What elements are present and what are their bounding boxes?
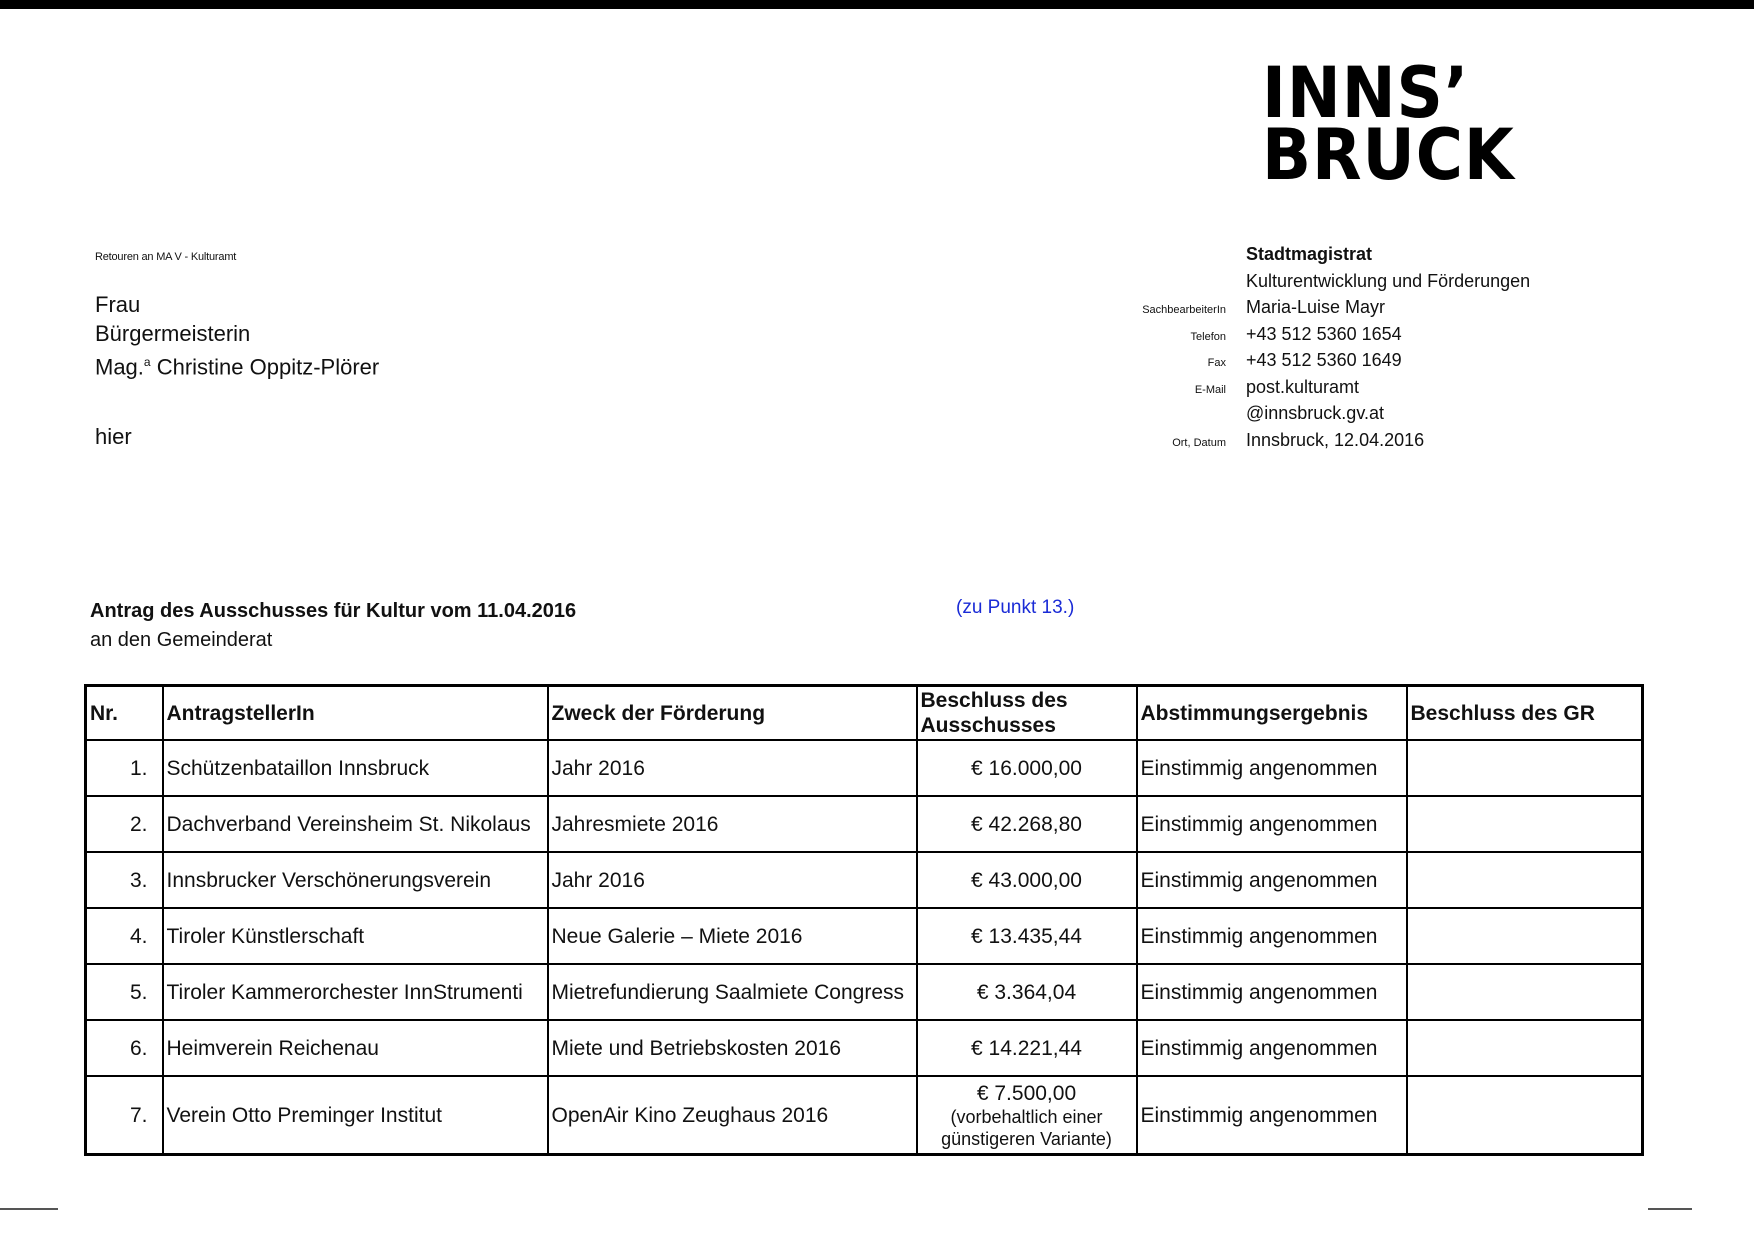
cell-gr <box>1407 740 1643 796</box>
logo-line-1: INNS’ <box>1262 52 1470 134</box>
header-applicant: AntragstellerIn <box>163 686 548 741</box>
office-contact-row <box>1050 377 1650 404</box>
table-row <box>86 964 1643 1020</box>
office-contact-row <box>1050 403 1650 430</box>
table-row <box>86 1076 1643 1155</box>
office-contact-row <box>1050 324 1650 351</box>
office-label: E-Mail <box>1194 383 1226 396</box>
return-address-note: Retouren an MA V - Kulturamt <box>95 251 237 263</box>
office-contact-row <box>1050 297 1650 324</box>
cell-amount: € 42.268,80 <box>917 796 1137 852</box>
recipient-address <box>95 290 379 381</box>
header-gr: Beschluss des GR <box>1407 686 1643 741</box>
cell-vote: Einstimmig angenommen <box>1137 1076 1407 1155</box>
funding-table <box>84 684 1644 1156</box>
cell-applicant: Tiroler Kammerorchester InnStrumenti <box>163 964 548 1020</box>
cell-applicant: Verein Otto Preminger Institut <box>163 1076 548 1155</box>
cell-nr: 5. <box>86 964 163 1020</box>
amount-note: (vorbehaltlich einer günstigeren Variante) <box>941 1106 1112 1149</box>
cell-amount: € 43.000,00 <box>917 852 1137 908</box>
cell-gr <box>1407 852 1643 908</box>
table-row <box>86 796 1643 852</box>
header-decision: Beschluss des Ausschusses <box>917 686 1137 741</box>
recipient-title: Bürgermeisterin <box>95 321 251 346</box>
office-value: @innsbruck.gv.at <box>1246 403 1384 423</box>
cell-vote: Einstimmig angenommen <box>1137 796 1407 852</box>
cell-applicant: Innsbrucker Verschönerungsverein <box>163 852 548 908</box>
cell-vote: Einstimmig angenommen <box>1137 1020 1407 1076</box>
cell-nr: 7. <box>86 1076 163 1155</box>
cell-gr <box>1407 1076 1643 1155</box>
scan-top-edge <box>0 0 1754 9</box>
table-header-row <box>86 686 1643 741</box>
office-label: Ort, Datum <box>1172 436 1226 449</box>
cell-purpose: Mietrefundierung Saalmiete Congress <box>548 964 917 1020</box>
fold-mark-left <box>0 1208 58 1210</box>
office-name: Stadtmagistrat <box>1246 244 1373 264</box>
cell-applicant: Schützenbataillon Innsbruck <box>163 740 548 796</box>
header-nr: Nr. <box>86 686 163 741</box>
recipient-location: hier <box>95 424 132 449</box>
office-value: Maria-Luise Mayr <box>1246 297 1386 317</box>
recipient-salutation: Frau <box>95 292 141 317</box>
header-vote: Abstimmungsergebnis <box>1137 686 1407 741</box>
cell-vote: Einstimmig angenommen <box>1137 852 1407 908</box>
table-row <box>86 908 1643 964</box>
cell-vote: Einstimmig angenommen <box>1137 740 1407 796</box>
table-row <box>86 740 1643 796</box>
office-label: Telefon <box>1190 330 1226 343</box>
office-value: +43 512 5360 1649 <box>1246 350 1402 370</box>
office-info-block <box>1050 244 1650 456</box>
cell-gr <box>1407 908 1643 964</box>
cell-purpose: Jahr 2016 <box>548 740 917 796</box>
header-purpose: Zweck der Förderung <box>548 686 917 741</box>
office-label: Fax <box>1207 357 1226 369</box>
table-row <box>86 1020 1643 1076</box>
cell-purpose: Neue Galerie – Miete 2016 <box>548 908 917 964</box>
cell-nr: 2. <box>86 796 163 852</box>
office-label: SachbearbeiterIn <box>1142 304 1226 316</box>
office-value: post.kulturamt <box>1246 376 1360 397</box>
cell-applicant: Tiroler Künstlerschaft <box>163 908 548 964</box>
cell-amount: € 3.364,04 <box>917 964 1137 1020</box>
office-department-row <box>1050 271 1650 298</box>
cell-nr: 6. <box>86 1020 163 1076</box>
office-name-row <box>1050 244 1650 271</box>
office-value: Innsbruck, 12.04.2016 <box>1246 429 1425 450</box>
cell-amount: € 14.221,44 <box>917 1020 1137 1076</box>
logo-line-2: BRUCK <box>1262 114 1515 196</box>
recipient-name: Mag.$^a$ Christine Oppitz-Plörer <box>95 354 380 380</box>
office-contact-row <box>1050 350 1650 377</box>
cell-vote: Einstimmig angenommen <box>1137 908 1407 964</box>
cell-nr: 4. <box>86 908 163 964</box>
cell-amount <box>917 1076 1137 1155</box>
agenda-reference: (zu Punkt 13.) <box>956 597 1075 618</box>
cell-amount: € 16.000,00 <box>917 740 1137 796</box>
fold-mark-right <box>1648 1208 1692 1210</box>
cell-gr <box>1407 1020 1643 1076</box>
cell-purpose: Miete und Betriebskosten 2016 <box>548 1020 917 1076</box>
office-department: Kulturentwicklung und Förderungen <box>1246 270 1531 291</box>
cell-nr: 3. <box>86 852 163 908</box>
subject-title: Antrag des Ausschusses für Kultur vom 11.04.2016 <box>90 600 577 622</box>
cell-purpose: OpenAir Kino Zeughaus 2016 <box>548 1076 917 1155</box>
cell-purpose: Jahresmiete 2016 <box>548 796 917 852</box>
cell-amount: € 13.435,44 <box>917 908 1137 964</box>
amount-value: € 7.500,00 <box>976 1081 1077 1105</box>
cell-nr: 1. <box>86 740 163 796</box>
cell-gr <box>1407 964 1643 1020</box>
table-row <box>86 852 1643 908</box>
cell-applicant: Dachverband Vereinsheim St. Nikolaus <box>163 796 548 852</box>
subject-subtitle: an den Gemeinderat <box>90 629 273 651</box>
innsbruck-logo <box>1262 52 1515 196</box>
cell-applicant: Heimverein Reichenau <box>163 1020 548 1076</box>
cell-purpose: Jahr 2016 <box>548 852 917 908</box>
office-contact-row <box>1050 430 1650 457</box>
office-value: +43 512 5360 1654 <box>1246 323 1402 344</box>
cell-vote: Einstimmig angenommen <box>1137 964 1407 1020</box>
cell-gr <box>1407 796 1643 852</box>
